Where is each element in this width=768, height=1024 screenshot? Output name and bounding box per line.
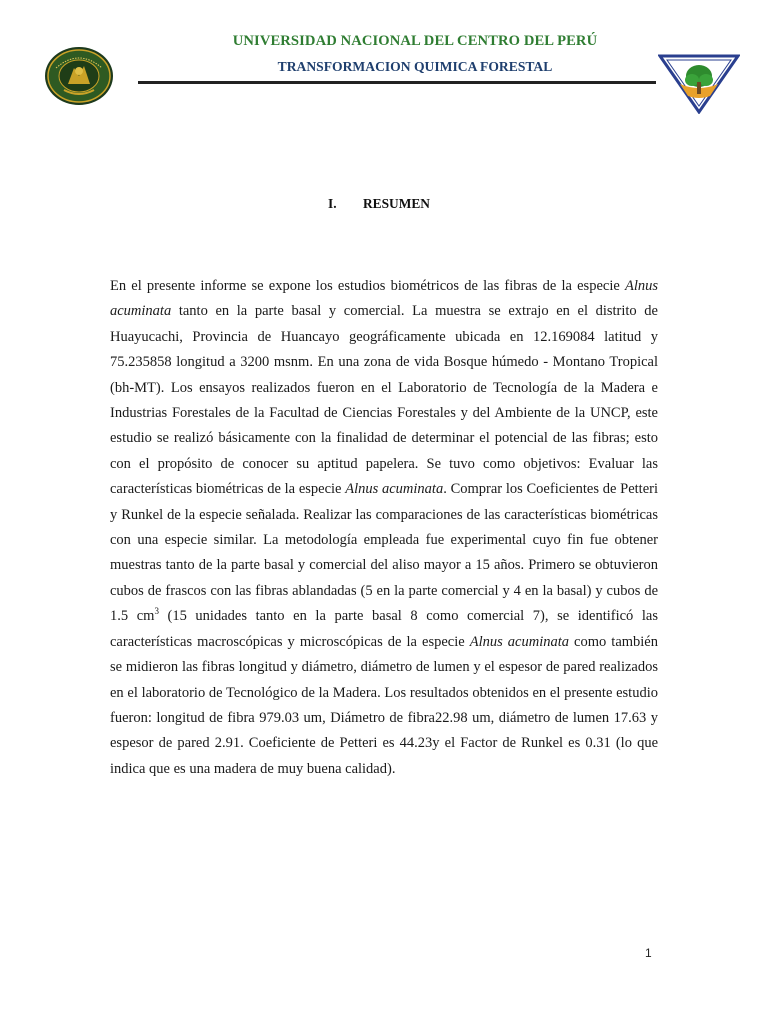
abstract-text-4: (15 unidades tanto en la parte basal 8 como comercial 7), se identificó las características macroscópicas y microscópicas de la especie xyxy=(110,608,658,650)
abstract-paragraph xyxy=(110,274,658,782)
university-seal-icon xyxy=(44,46,114,106)
header-divider xyxy=(138,81,656,84)
species-name: Alnus acuminata xyxy=(345,481,444,498)
superscript-exponent: 3 xyxy=(154,606,159,617)
section-number: I. xyxy=(328,196,337,211)
abstract-text-2: tanto en la parte basal y comercial. La muestra se extrajo en el distrito de Huayucachi, Provincia de Huancayo geográficamente ubicada en 12.169084 latitud y 75.235858 longitud a 3200 msnm. En una zona de vida Bosque húmedo - Montano Tropical (bh-MT). Los ensayos realizados fueron en el Laboratorio de Tecnología de la Madera e Industrias Forestales de la Facultad de Ciencias Forestales y del Ambiente de la UNCP, este estudio se realizó básicamente con la finalidad de determinar el potencial de las fibras; esto con el propósito de conocer su aptitud papelera. Se tuvo como objetivos: Evaluar las características biométricas de la especie xyxy=(110,303,658,498)
species-name: Alnus acuminata xyxy=(469,633,569,650)
abstract-text-1: En el presente informe se expone los estudios biométricos de las fibras de la especie xyxy=(110,278,625,294)
abstract-text-5: como también se midieron las fibras longitud y diámetro, diámetro de lumen y el espesor de pared realizados en el laboratorio de Tecnológico de la Madera. Los resultados obtenidos en el presente estudio fueron: longitud de fibra 979.03 um, Diámetro de fibra22.98 um, diámetro de lumen 17.63 y espesor de pared 2.91. Coeficiente de Petteri es 44.23y el Factor de Runkel es 0.31 (lo que indica que es una madera de muy buena calidad). xyxy=(110,633,658,777)
page-number: 1 xyxy=(645,946,652,960)
species-name: Alnus acuminata xyxy=(110,278,658,320)
university-name: UNIVERSIDAD NACIONAL DEL CENTRO DEL PERÚ xyxy=(232,33,598,49)
abstract-text-3: . Comprar los Coeficientes de Petteri y Runkel de la especie señalada. Realizar las comparaciones de las características biométricas con una especie similar. La metodología empleada fue experimental cuyo fin fue obtener muestras tanto de la parte basal y comercial del aliso mayor a 15 años. Primero se obtuvieron cubos de frascos con las fibras ablandadas (5 en la parte comercial y 4 en la basal) y cubos de 1.5 cm xyxy=(110,481,658,625)
forestry-triangle-tree-icon xyxy=(658,54,740,114)
section-title: RESUMEN xyxy=(363,196,430,211)
course-name: TRANSFORMACION QUIMICA FORESTAL xyxy=(277,59,553,74)
